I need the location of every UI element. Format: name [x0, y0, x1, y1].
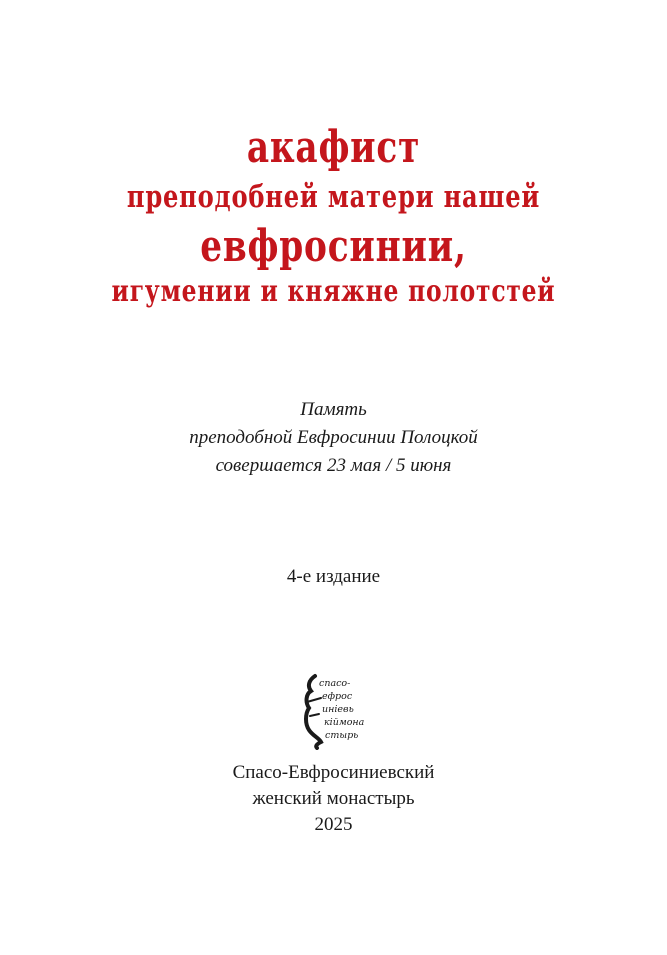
commemoration-note: [0, 396, 667, 480]
commemoration-line-2: преподобной Евфросинии Полоцкой: [189, 427, 478, 448]
title-line-euphrosyne: евфросинии,: [200, 221, 467, 272]
emblem-text-3: иніевь: [322, 704, 354, 715]
book-title: [0, 122, 667, 309]
monastery-emblem-icon: [295, 672, 375, 750]
commemoration-line-3: совершается 23 мая / 5 июня: [215, 455, 452, 476]
edition-label: 4-е издание: [286, 566, 381, 587]
emblem-text-4: кіймона: [324, 717, 365, 728]
title-line-akathist: акафист: [246, 122, 421, 173]
publication-year: 2025: [314, 814, 353, 835]
publisher-name-line-1: Спасо-Евфросиниевский: [232, 762, 435, 783]
emblem-text-5: стырь: [325, 730, 359, 741]
emblem-text-1: спасо-: [319, 678, 351, 689]
publisher-block: [0, 760, 667, 838]
title-line-abbess-princess: игумении и княжне полотстей: [111, 274, 556, 309]
title-line-venerable-mother: преподобней матери нашей: [126, 179, 541, 215]
publisher-name-line-2: женский монастырь: [252, 788, 415, 809]
emblem-text-2: ефрос: [322, 691, 353, 702]
commemoration-line-1: Память: [300, 399, 367, 420]
